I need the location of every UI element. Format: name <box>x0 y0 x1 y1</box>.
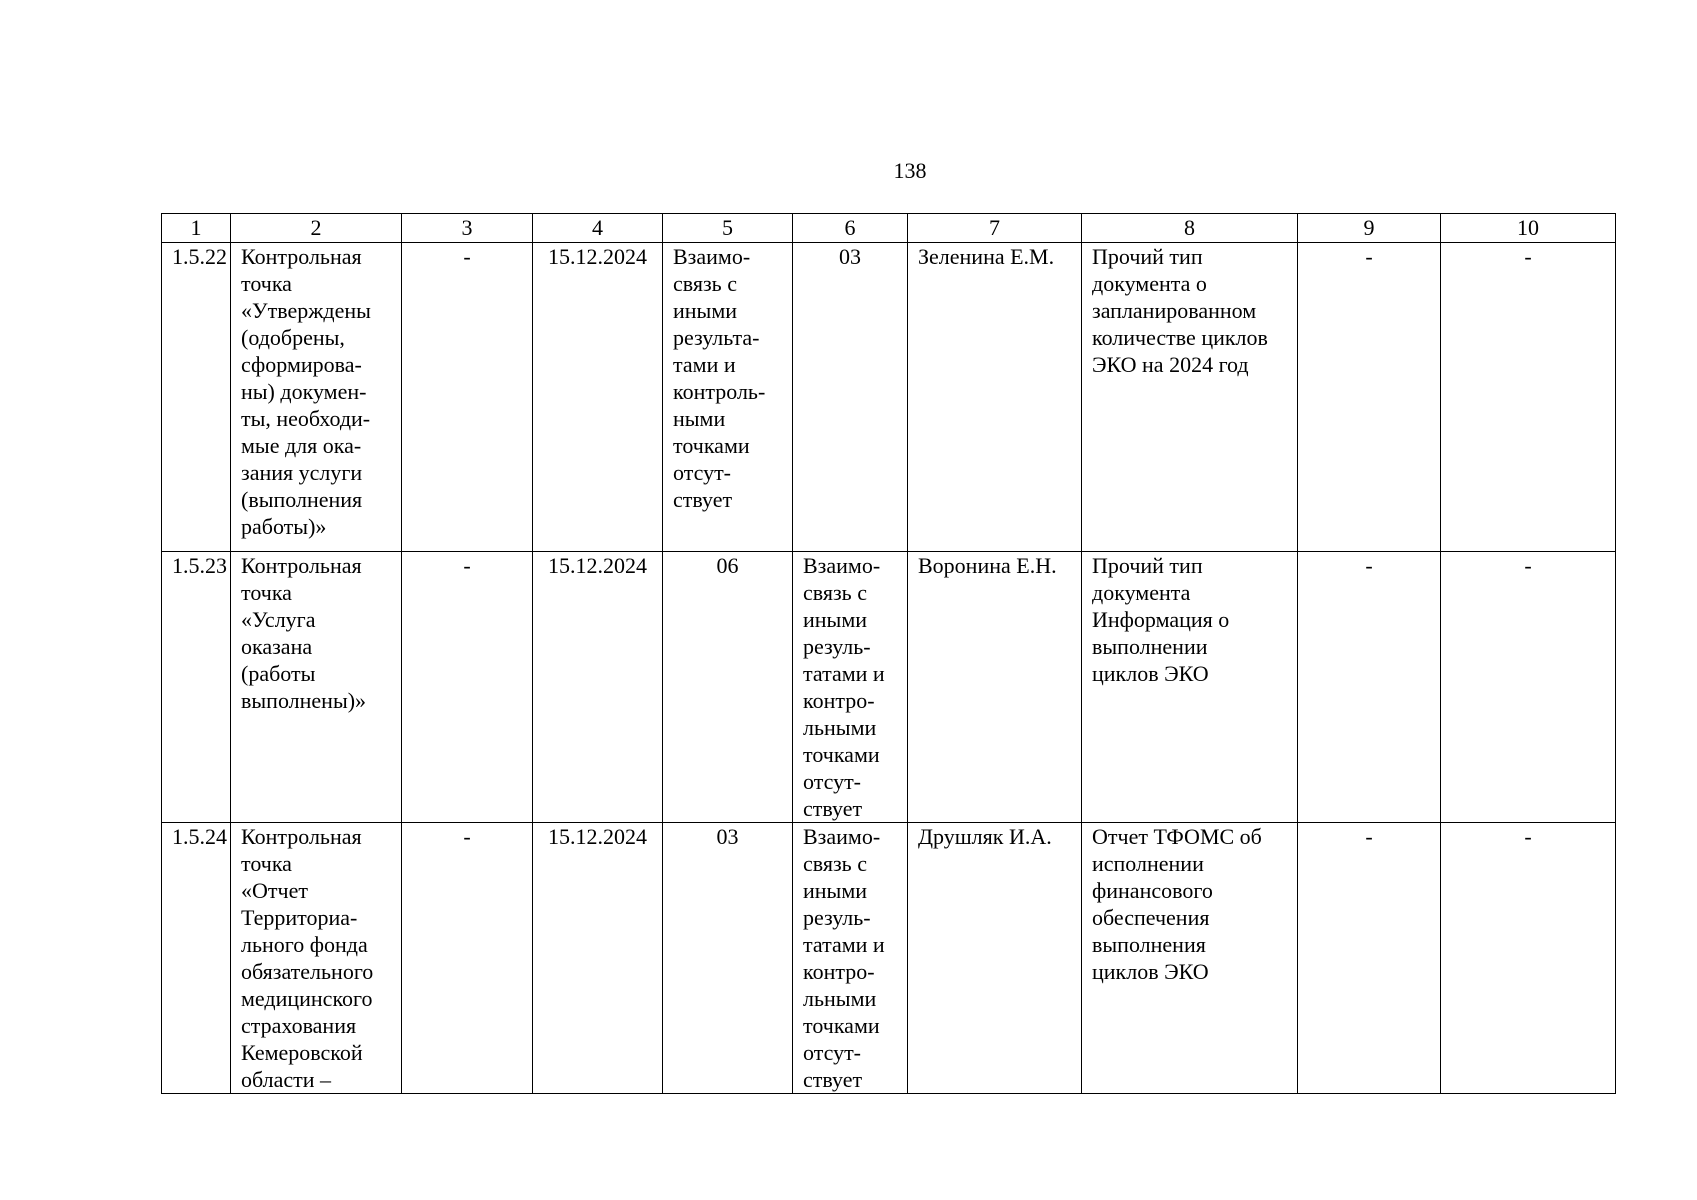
control-point-title: Контрольная точка «Отчет Территориа- льного фонда обязательного медицинского страхования Кемеровской области – <box>231 823 402 1094</box>
cell-start-date: - <box>402 552 533 823</box>
cell-col6: Взаимо- связь с иными резуль- татами и контро- льными точками отсут- ствует <box>793 823 908 1094</box>
cell-responsible: Друшляк И.А. <box>908 823 1082 1094</box>
header-cell: 2 <box>231 214 402 243</box>
control-points-table <box>161 213 1616 1094</box>
header-cell: 8 <box>1082 214 1298 243</box>
cell-end-date: 15.12.2024 <box>533 552 663 823</box>
header-cell: 1 <box>162 214 231 243</box>
control-point-title: Контрольная точка «Утверждены (одобрены, сформирова- ны) докумен- ты, необходи- мые для ока- зания услуги (выполнения работы)» <box>231 243 402 552</box>
cell-end-date: 15.12.2024 <box>533 243 663 552</box>
table-row <box>162 823 1616 1094</box>
control-point-title: Контрольная точка «Услуга оказана (работы выполнены)» <box>231 552 402 823</box>
page-number: 138 <box>893 158 927 183</box>
row-number: 1.5.22 <box>162 243 231 552</box>
cell-document-type: Отчет ТФОМС об исполнении финансового обеспечения выполнения циклов ЭКО <box>1082 823 1298 1094</box>
cell-col9: - <box>1298 243 1441 552</box>
header-cell: 10 <box>1441 214 1616 243</box>
cell-col9: - <box>1298 823 1441 1094</box>
cell-start-date: - <box>402 243 533 552</box>
cell-col10: - <box>1441 823 1616 1094</box>
table-header-row <box>162 214 1616 243</box>
cell-col10: - <box>1441 552 1616 823</box>
cell-end-date: 15.12.2024 <box>533 823 663 1094</box>
table-row <box>162 243 1616 552</box>
row-number: 1.5.24 <box>162 823 231 1094</box>
header-cell: 4 <box>533 214 663 243</box>
cell-col6: Взаимо- связь с иными резуль- татами и контро- льными точками отсут- ствует <box>793 552 908 823</box>
cell-col5: 06 <box>663 552 793 823</box>
header-cell: 9 <box>1298 214 1441 243</box>
header-cell: 5 <box>663 214 793 243</box>
header-cell: 3 <box>402 214 533 243</box>
cell-responsible: Воронина Е.Н. <box>908 552 1082 823</box>
cell-col9: - <box>1298 552 1441 823</box>
cell-start-date: - <box>402 823 533 1094</box>
cell-col5: 03 <box>663 823 793 1094</box>
cell-col5: Взаимо- связь с иными результа- тами и контроль- ными точками отсут- ствует <box>663 243 793 552</box>
cell-col6: 03 <box>793 243 908 552</box>
cell-document-type: Прочий тип документа Информация о выполнении циклов ЭКО <box>1082 552 1298 823</box>
row-number: 1.5.23 <box>162 552 231 823</box>
header-cell: 6 <box>793 214 908 243</box>
table-row <box>162 552 1616 823</box>
cell-col10: - <box>1441 243 1616 552</box>
header-cell: 7 <box>908 214 1082 243</box>
cell-responsible: Зеленина Е.М. <box>908 243 1082 552</box>
cell-document-type: Прочий тип документа о запланированном количестве циклов ЭКО на 2024 год <box>1082 243 1298 552</box>
